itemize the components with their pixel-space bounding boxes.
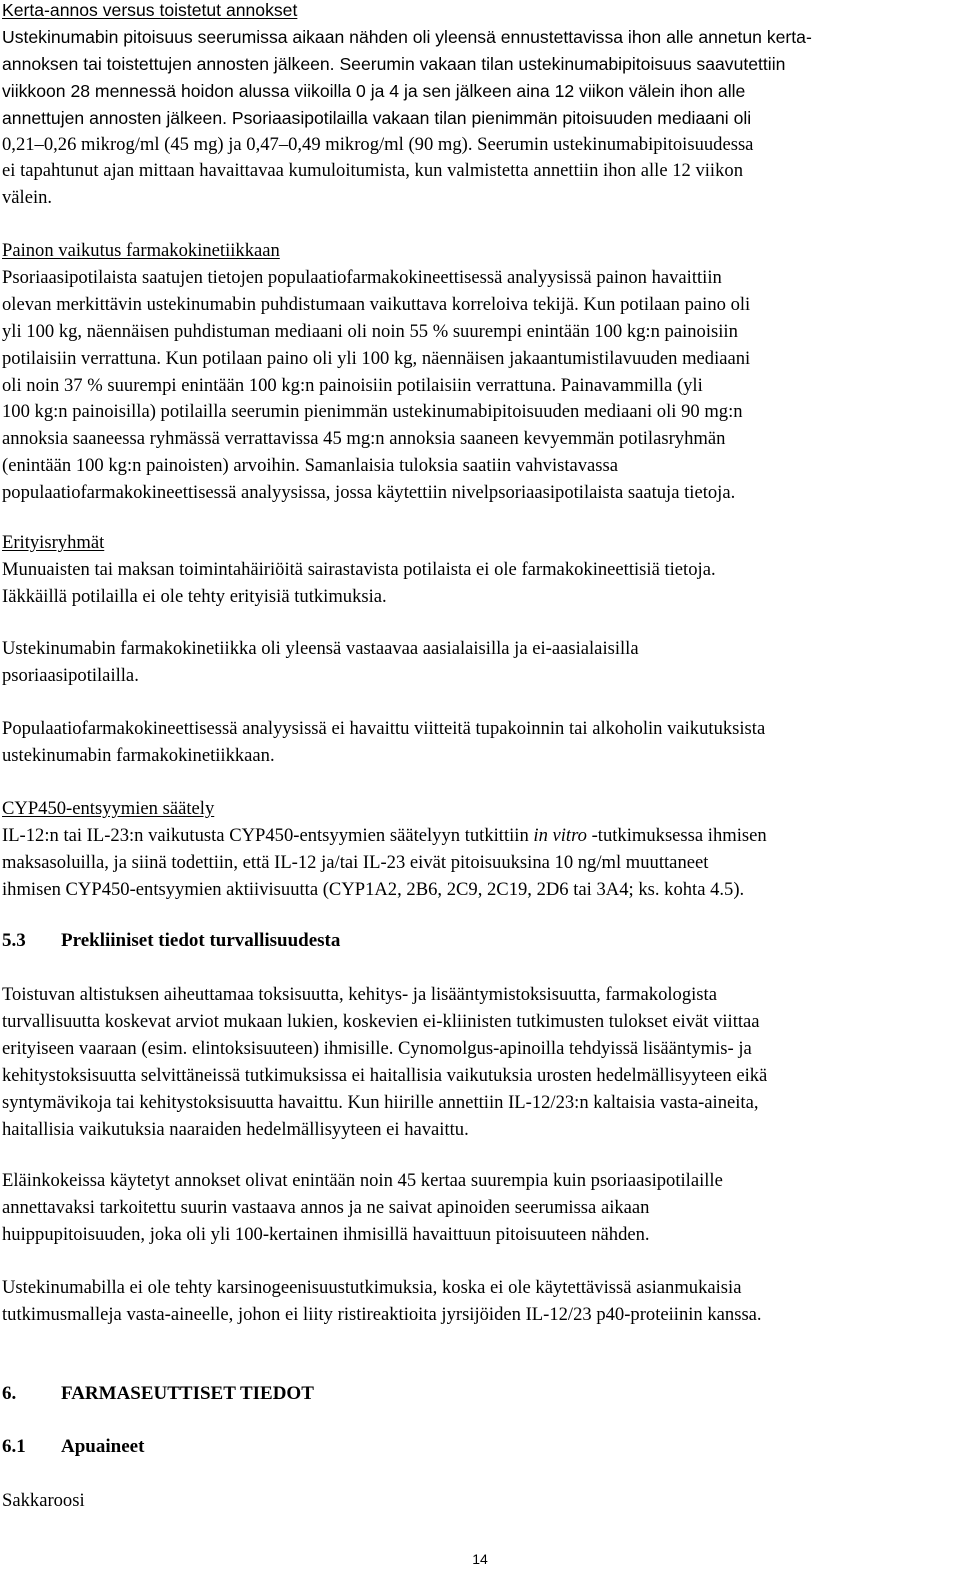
text-line: välein.: [2, 187, 53, 209]
text-line: huippupitoisuuden, joka oli yli 100-kertainen ihmisillä havaittuun pitoisuuteen nähden.: [2, 1223, 650, 1245]
text-line: annoksen tai toistettujen annosten jälkeen. Seerumin vakaan tilan ustekinumabipitoisuus saavutettiin: [2, 53, 786, 74]
text-line: ustekinumabin farmakokinetiikkaan.: [2, 744, 275, 766]
section-title: Apuaineet: [61, 1436, 145, 1457]
section-number: 5.3: [2, 930, 26, 951]
text-line: syntymävikoja tai kehitystoksisuutta havaittu. Kun hiirille annettiin IL-12/23:n kaltaisia vasta-aineita,: [2, 1091, 759, 1113]
text-line: Iäkkäillä potilailla ei ole tehty erityisiä tutkimuksia.: [2, 585, 387, 607]
single-dose-heading: Kerta-annos versus toistetut annokset: [2, 0, 298, 20]
weight-effect-section: [2, 238, 958, 507]
text-line: haitallisia vaikutuksia naaraiden hedelmällisyyteen ei havaittu.: [2, 1118, 469, 1140]
text-line: [2, 823, 958, 850]
text-line: Munuaisten tai maksan toimintahäiriöitä sairastavista potilaista ei ole farmakokineettisiä tietoja.: [2, 558, 716, 580]
text-line: 100 kg:n painoisilla) potilailla seerumin pienimmän ustekinumabipitoisuuden mediaani oli 90 mg:n: [2, 401, 743, 423]
asian-pk-paragraph: [2, 636, 958, 690]
text-line: Toistuvan altistuksen aiheuttamaa toksisuutta, kehitys- ja lisääntymistoksisuutta, farmakologista: [2, 984, 717, 1005]
text-line: ihmisen CYP450-entsyymien aktiivisuutta (CYP1A2, 2B6, 2C9, 2C19, 2D6 tai 3A4; ks. kohta 4.5).: [2, 878, 745, 900]
text-line: Populaatiofarmakokineettisessä analyysissä ei havaittu viitteitä tupakoinnin tai alkoholin vaikutuksista: [2, 718, 766, 739]
text-line: populaatiofarmakokineettisessä analyysissa, jossa käytettiin nivelpsoriaasipotilaista saatuja tietoja.: [2, 482, 736, 504]
text-line: potilaisiin verrattuna. Kun potilaan paino oli yli 100 kg, näennäisen jakaantumistilavuuden mediaani: [2, 347, 751, 369]
text-line: tutkimusmalleja vasta-aineelle, johon ei liity ristireaktioita jyrsijöiden IL-12/23 p40-proteiinin kanssa.: [2, 1303, 762, 1325]
single-dose-section: [2, 0, 958, 212]
cyp450-section: [2, 796, 958, 904]
text-line: erityiseen vaaraan (esim. elintoksisuuteen) ihmisille. Cynomolgus-apinoilla tehdyissä lisääntymis- ja: [2, 1037, 752, 1059]
text-line: Ustekinumabin farmakokinetiikka oli yleensä vastaavaa aasialaisilla ja ei-aasialaisilla: [2, 638, 639, 659]
carcinogenicity-paragraph: [2, 1275, 958, 1329]
text-line: Ustekinumabin pitoisuus seerumissa aikaan nähden oli yleensä ennustettavissa ihon alle annetun kerta-: [2, 26, 812, 47]
text-line: Psoriaasipotilaista saatujen tietojen populaatiofarmakokineettisessä analyysissä painon havaittiin: [2, 266, 722, 288]
section-number: 6.: [2, 1383, 17, 1404]
text-line: annettavaksi tarkoitettu suurin vastaava annos ja ne saivat apinoiden seerumissa aikaan: [2, 1196, 650, 1218]
in-vitro-term: in vitro: [533, 824, 587, 846]
text-fragment: IL-12:n tai IL-23:n vaikutusta CYP450-entsyymien säätelyyn tutkittiin: [2, 824, 534, 846]
weight-effect-heading: Painon vaikutus farmakokinetiikkaan: [2, 240, 280, 261]
cyp450-heading: CYP450-entsyymien säätely: [2, 798, 215, 819]
text-fragment: -tutkimuksessa ihmisen: [586, 824, 767, 846]
text-line: olevan merkittävin ustekinumabin puhdistumaan vaikuttava korreloiva tekijä. Kun potilaan paino oli: [2, 293, 751, 315]
text-line: (enintään 100 kg:n painoisten) arvoihin. Samanlaisia tuloksia saatiin vahvistavassa: [2, 455, 619, 477]
text-line: yli 100 kg, näennäisen puhdistuman mediaani oli noin 55 % suurempi enintään 100 kg:n painoisiin: [2, 320, 738, 342]
animal-doses-paragraph: [2, 1168, 958, 1249]
text-line: 0,21–0,26 mikrog/ml (45 mg) ja 0,47–0,49 mikrog/ml (90 mg). Seerumin ustekinumabipitoisuudessa: [2, 133, 754, 155]
tobacco-alcohol-paragraph: [2, 716, 958, 770]
special-populations-section: [2, 530, 958, 611]
text-line: Ustekinumabilla ei ole tehty karsinogeenisuustutkimuksia, koska ei ole käytettävissä asianmukaisia: [2, 1277, 742, 1298]
section-title: FARMASEUTTISET TIEDOT: [61, 1383, 314, 1404]
text-line: oli noin 37 % suurempi enintään 100 kg:n painoisiin potilaisiin verrattuna. Painavammilla (yli: [2, 374, 703, 396]
text-line: maksasoluilla, ja siinä todettiin, että IL-12 ja/tai IL-23 eivät pitoisuuksina 10 ng/ml muuttaneet: [2, 851, 709, 873]
text-line: annettujen annosten jälkeen. Psoriaasipotilailla vakaan tilan pienimmän pitoisuuden mediaani oli: [2, 107, 752, 128]
text-line: psoriaasipotilailla.: [2, 664, 139, 686]
page-number: 14: [472, 1551, 488, 1567]
section-number: 6.1: [2, 1436, 26, 1457]
text-line: annoksia saaneessa ryhmässä verrattavissa 45 mg:n annoksia saaneen kevyemmän potilasryhmän: [2, 428, 726, 450]
section-title: Prekliiniset tiedot turvallisuudesta: [61, 930, 341, 951]
toxicity-paragraph: [2, 982, 958, 1143]
text-line: ei tapahtunut ajan mittaan havaittavaa kumuloitumista, kun valmistetta annettiin ihon alle 12 viikon: [2, 160, 743, 182]
special-populations-heading: Erityisryhmät: [2, 532, 105, 553]
excipient-text: Sakkaroosi: [2, 1490, 85, 1511]
text-line: turvallisuutta koskevat arviot mukaan lukien, koskevien ei-kliinisten tutkimusten tulokset eivät viittaa: [2, 1010, 760, 1032]
section-5-3-heading: [2, 928, 958, 955]
excipient-paragraph: [2, 1488, 958, 1515]
text-line: kehitystoksisuutta selvittäneissä tutkimuksissa ei haitallisia vaikutuksia urosten hedelmällisyyteen eikä: [2, 1064, 768, 1086]
section-6-heading: [2, 1381, 958, 1408]
text-line: Eläinkokeissa käytetyt annokset olivat enintään noin 45 kertaa suurempia kuin psoriaasipotilaille: [2, 1170, 723, 1191]
text-line: viikkoon 28 mennessä hoidon alussa viikoilla 0 ja 4 ja sen jälkeen aina 12 viikon välein ihon alle: [2, 80, 746, 101]
section-6-1-heading: [2, 1434, 958, 1461]
